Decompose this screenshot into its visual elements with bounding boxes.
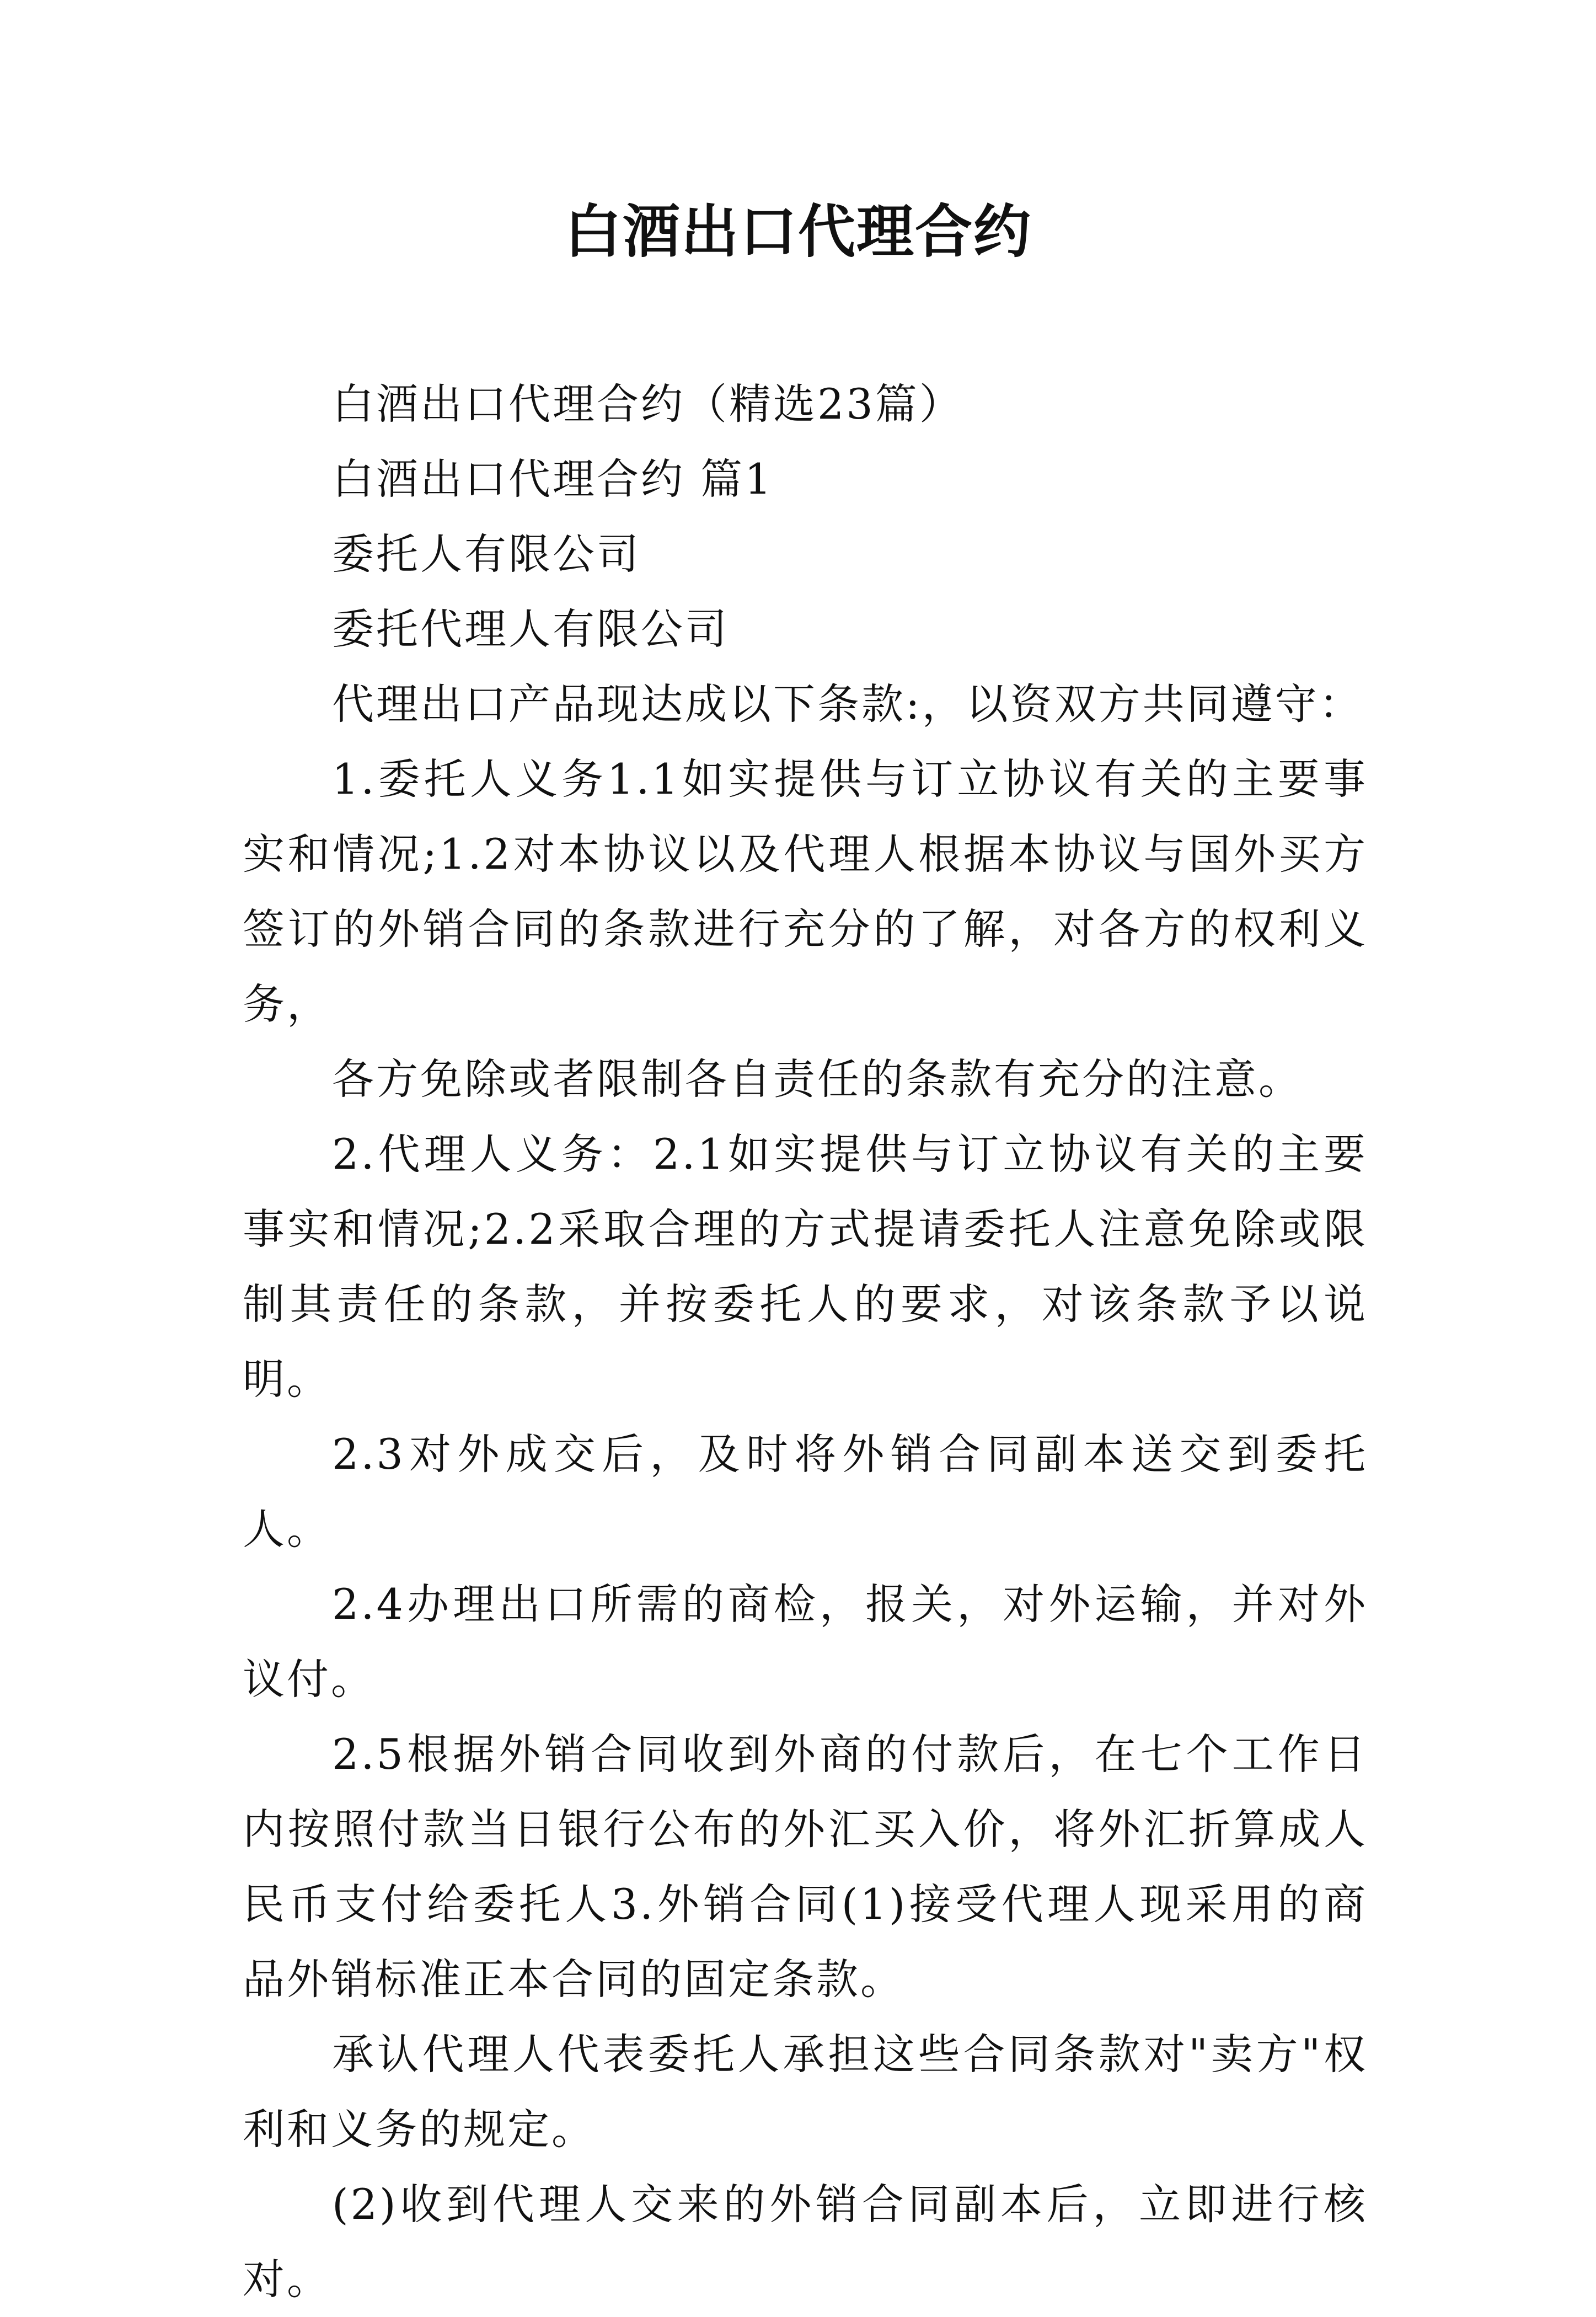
paragraph-agent: 委托代理人有限公司: [332, 604, 729, 654]
paragraph-section-heading: 白酒出口代理合约 篇1: [332, 454, 774, 504]
paragraph-clause-2: 2.代理人义务：2.1如实提供与订立协议有关的主要事实和情况;2.2采取合理的方式提请委托人注意免除或限制其责任的条款，并按委托人的要求，对该条款予以说明。: [243, 1130, 1368, 1404]
paragraph-intro: 代理出口产品现达成以下条款:，以资双方共同遵守：: [332, 679, 1363, 729]
paragraph-clause-2-5: 2.5根据外销合同收到外商的付款后，在七个工作日内按照付款当日银行公布的外汇买入价，将外汇折算成人民币支付给委托人3.外销合同(1)接受代理人现采用的商品外销标准正本合同的固定条款。: [243, 1730, 1368, 2004]
document-title: 白酒出口代理合约: [564, 197, 1032, 265]
paragraph-clause-2-3: 2.3对外成交后，及时将外销合同副本送交到委托人。: [243, 1430, 1368, 1554]
paragraph-clause-2-4: 2.4办理出口所需的商检，报关，对外运输，并对外议付。: [243, 1580, 1368, 1704]
paragraph-clause-1-cont: 各方免除或者限制各自责任的条款有充分的注意。: [332, 1055, 1303, 1104]
paragraph-subtitle: 白酒出口代理合约（精选23篇）: [332, 379, 963, 429]
paragraph-acknowledge: 承认代理人代表委托人承担这些合同条款对"卖方"权利和义务的规定。: [243, 2030, 1368, 2154]
document-body: [243, 367, 1368, 2317]
paragraph-clause-1: 1.委托人义务1.1如实提供与订立协议有关的主要事实和情况;1.2对本协议以及代理人根据本协议与国外买方签订的外销合同的条款进行充分的了解，对各方的权利义务，: [243, 755, 1368, 1029]
paragraph-clause-3-2: (2)收到代理人交来的外销合同副本后，立即进行核对。: [243, 2180, 1368, 2304]
paragraph-principal: 委托人有限公司: [332, 529, 641, 579]
